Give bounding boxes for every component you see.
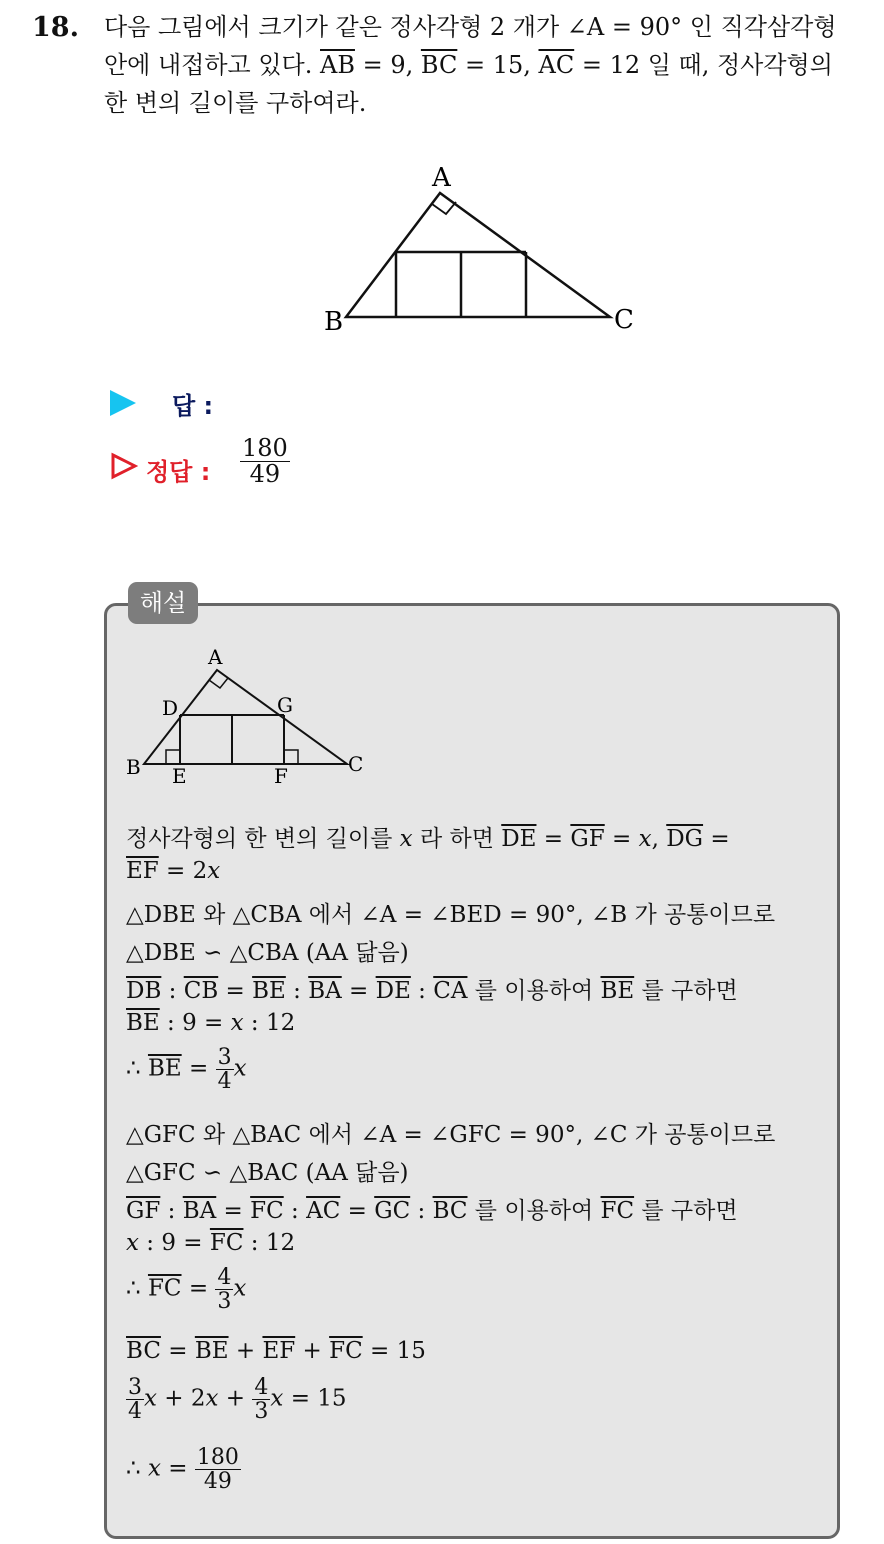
solution-line-13: $\overline{BC} = \overline{BE} + \overline{EF} + \overline{FC} = 15$ — [126, 1338, 426, 1364]
question-line-3: 한 변의 길이를 구하여라. — [104, 89, 367, 117]
correct-answer-value: $\frac{180}{49}$ — [242, 434, 288, 489]
correct-answer-icon — [110, 452, 138, 480]
solution-line-3: △DBE 와 △CBA 에서 ∠A = ∠BED = 90°, ∠B 가 공통이므로 — [126, 902, 776, 928]
solution-line-4: △DBE ∽ △CBA (AA 닮음) — [126, 940, 409, 966]
solution-line-6: $\overline{BE}$ : 9 = x : 12 — [126, 1010, 296, 1036]
solution-line-15: ∴ x = $\frac{180}{49}$ — [126, 1445, 239, 1495]
answer-label: 답 : — [172, 392, 214, 420]
label-a: A — [432, 163, 451, 193]
solution-line-14: $\frac{3}{4}$ x + 2x + $\frac{4}{3}$ x = 15 — [128, 1375, 347, 1425]
solution-line-9: △GFC ∽ △BAC (AA 닮음) — [126, 1160, 409, 1186]
sol-label-g: G — [277, 693, 293, 717]
triangle-abc — [346, 193, 610, 317]
solution-line-1: 정사각형의 한 변의 길이를 x 라 하면 $\overline{DE} = \overline{GF} = x$, $\overline{DG}$ = — [126, 826, 730, 852]
solution-line-12: ∴ $\overline{FC}$ = $\frac{4}{3}$ x — [126, 1265, 247, 1315]
label-b: B — [324, 307, 344, 337]
solution-line-10: $\overline{GF}$ : $\overline{BA} = \overline{FC}$ : $\overline{AC} = \overline{GC}$ : $\overline{BC}$ 를 이용하여 $\overline{FC}$ 를 구하면 — [126, 1198, 738, 1224]
sol-label-c: C — [348, 752, 364, 776]
question-line-1: 다음 그림에서 크기가 같은 정사각형 2 개가 ∠A = 90° 인 직각삼각형 — [104, 13, 837, 41]
solution-line-11: x : $9 = \overline{FC}$ : 12 — [126, 1230, 296, 1256]
question-number: 18. — [32, 12, 79, 43]
solution-line-7: ∴ $\overline{BE}$ = $\frac{3}{4}$ x — [126, 1045, 247, 1095]
solution-line-2: $\overline{EF} = 2x$ — [126, 858, 221, 884]
label-c: C — [614, 305, 634, 335]
question-line-2: 안에 내접하고 있다. $\overline{AB} = 9$, $\overline{BC} = 15$, $\overline{AC} = 12$ 일 때, 정사각형의 — [104, 51, 833, 79]
solution-tag: 해설 — [128, 582, 198, 624]
solution-line-8: △GFC 와 △BAC 에서 ∠A = ∠GFC = 90°, ∠C 가 공통이므로 — [126, 1122, 776, 1148]
answer-play-icon — [110, 390, 136, 416]
solution-figure — [122, 640, 372, 790]
correct-answer-label: 정답 : — [146, 458, 211, 486]
right-angle-mark — [432, 202, 456, 214]
solution-line-5: $\overline{DB}$ : $\overline{CB} = \overline{BE}$ : $\overline{BA} = \overline{DE}$ : $\overline{CA}$ 를 이용하여 $\overline{BE}$ 를 구하면 — [126, 978, 738, 1004]
sol-label-d: D — [162, 696, 179, 720]
sol-label-e: E — [172, 764, 187, 788]
sol-label-f: F — [274, 764, 288, 788]
sol-label-b: B — [126, 755, 141, 779]
sol-label-a: A — [208, 645, 223, 669]
triangle-figure — [320, 160, 650, 340]
